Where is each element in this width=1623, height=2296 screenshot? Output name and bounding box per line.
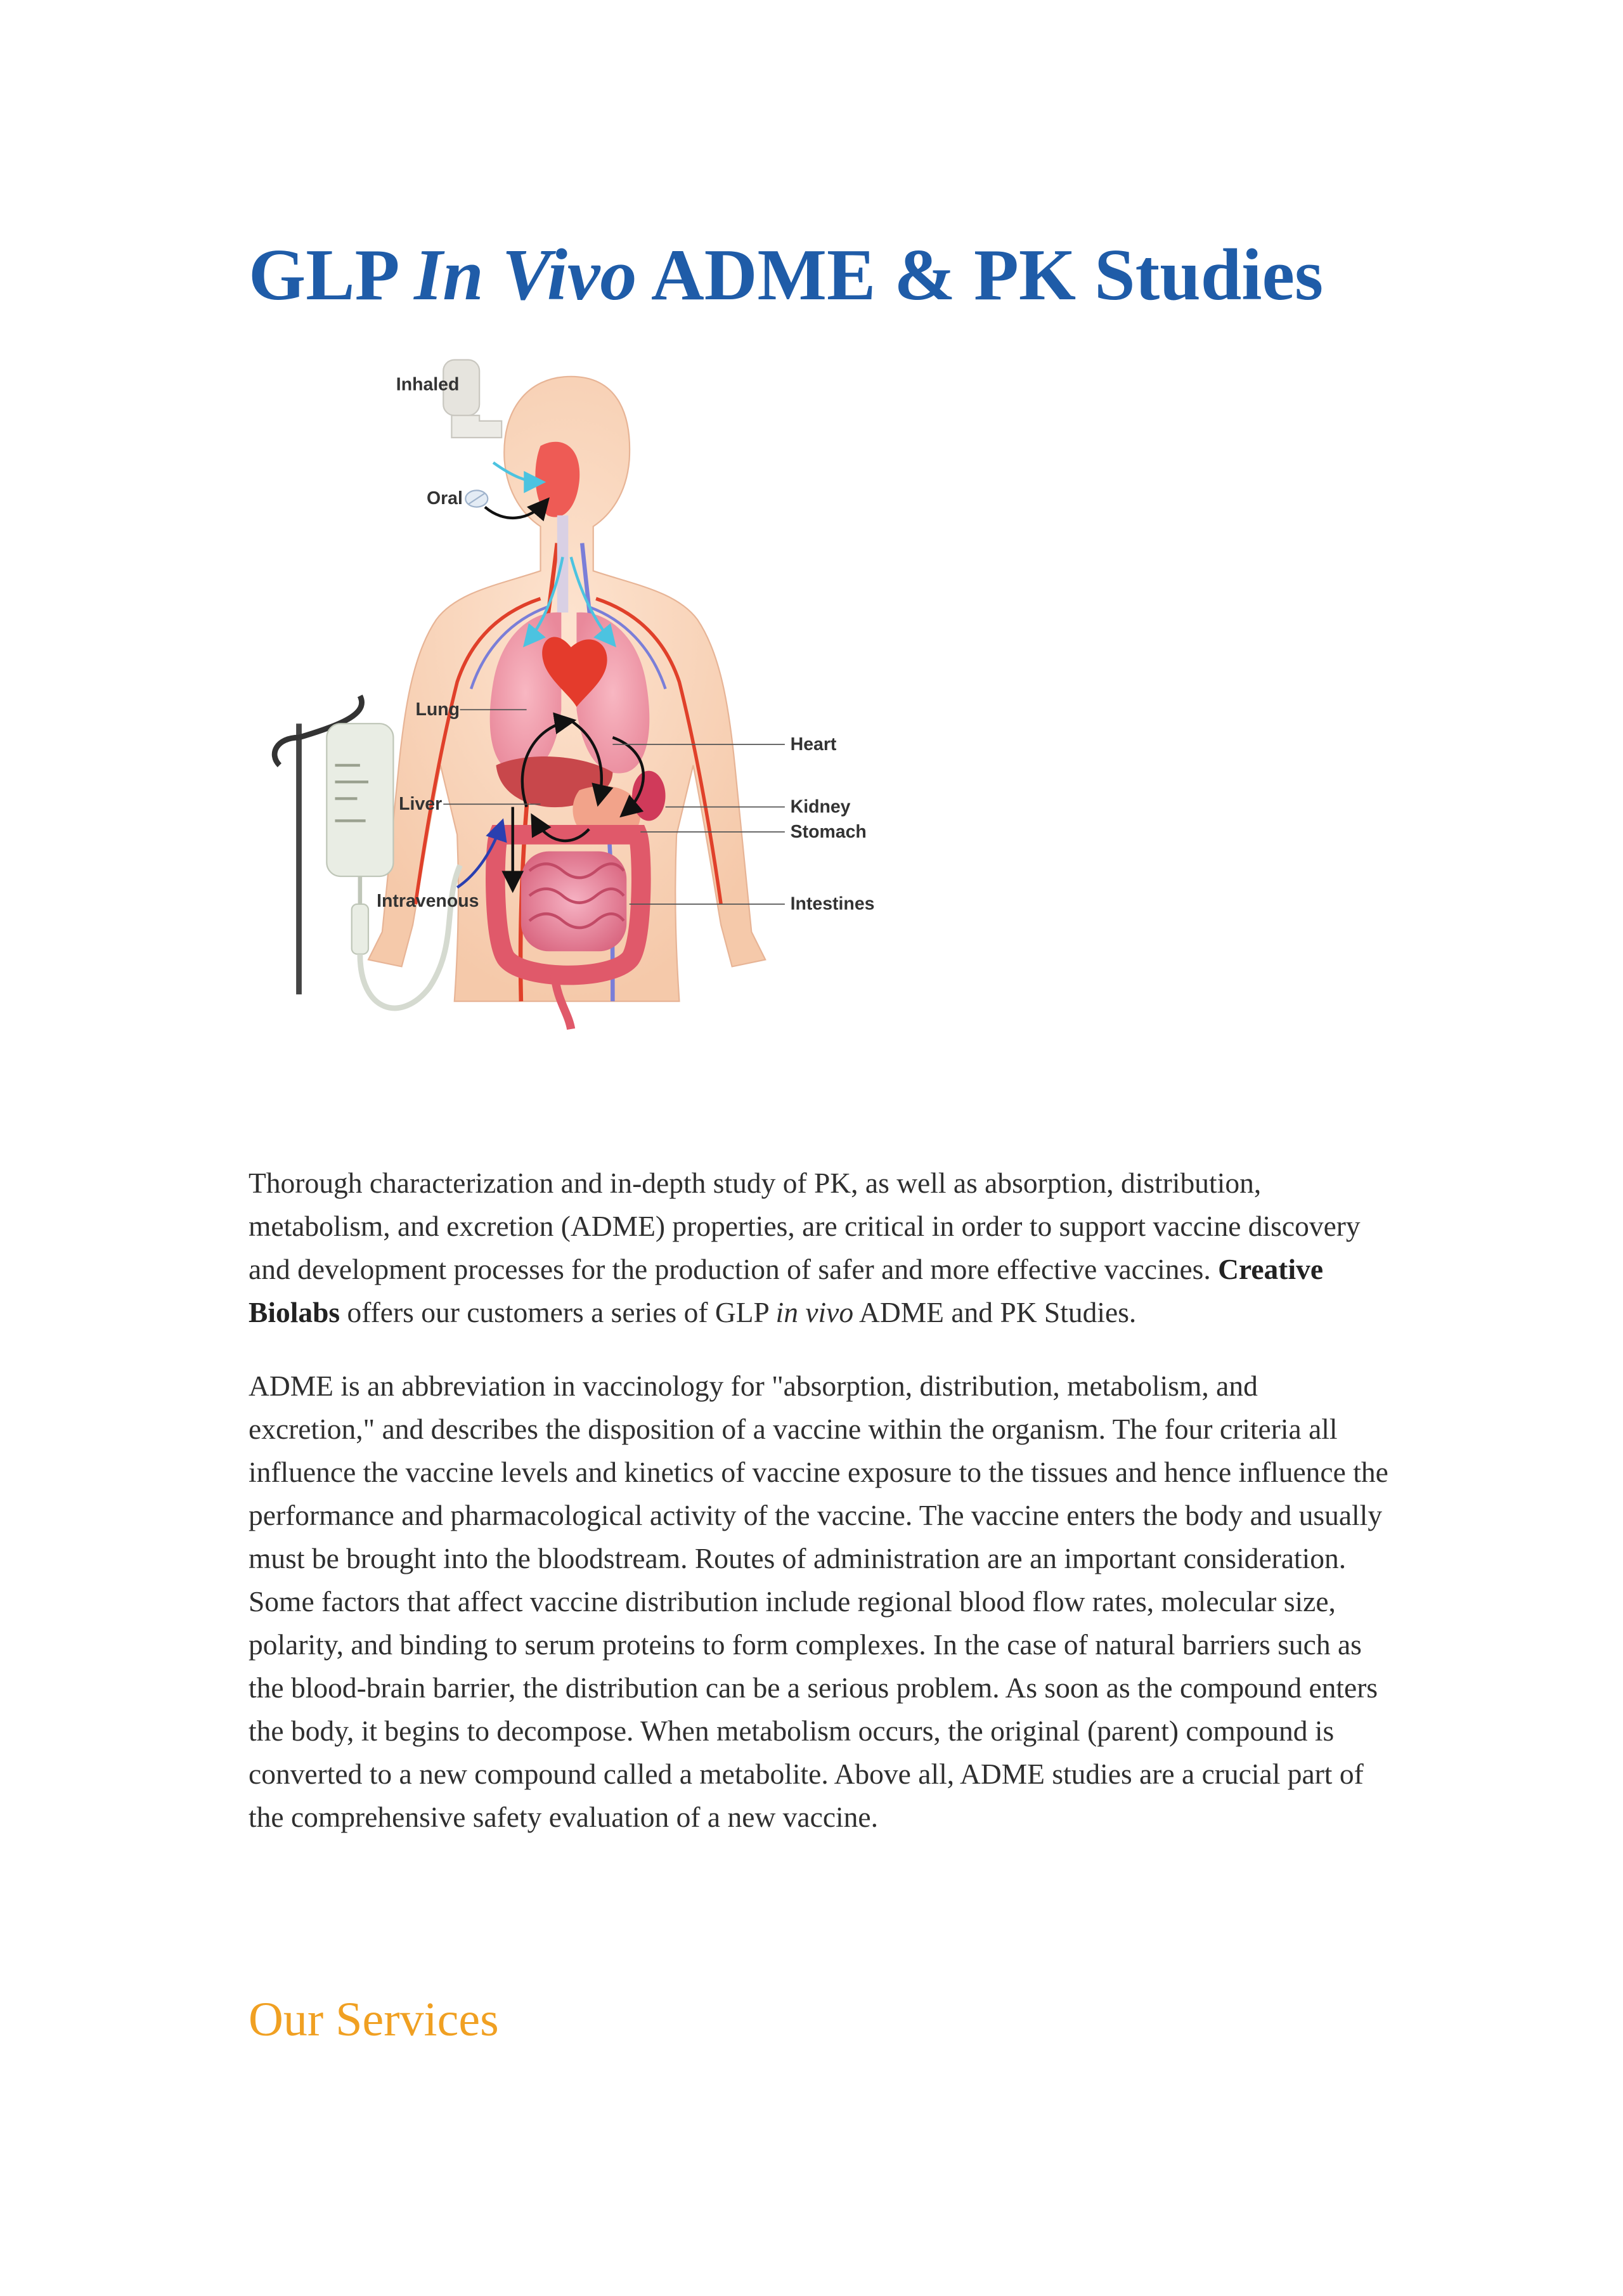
- company-name: Creative Biolabs: [249, 1253, 1324, 1328]
- intro-text-1: Thorough characterization and in-depth study of PK, as well as absorption, distribution, metabolism, and excretion (ADME) properties, are critical in order to support vaccine discovery and development processes for the production of safer and more effective vaccines.: [249, 1167, 1361, 1285]
- title-part-3: ADME & PK Studies: [651, 235, 1324, 316]
- label-stomach: Stomach: [790, 821, 867, 842]
- body-text: [249, 1162, 1390, 1869]
- adme-body-illustration: [249, 349, 971, 1154]
- label-intestines: Intestines: [790, 893, 875, 914]
- label-intravenous: Intravenous: [377, 891, 479, 912]
- body-illustration-svg: [249, 349, 971, 1154]
- label-oral: Oral: [426, 488, 463, 509]
- intro-paragraph: [249, 1162, 1390, 1334]
- label-kidney: Kidney: [790, 796, 851, 817]
- small-intestine-shape: [521, 852, 626, 952]
- inhaler-icon: [443, 360, 501, 438]
- label-liver: Liver: [399, 793, 443, 814]
- oral-pill-icon: [465, 490, 488, 507]
- label-lung: Lung: [415, 699, 460, 720]
- label-inhaled: Inhaled: [396, 374, 460, 395]
- page-title: [249, 233, 1323, 318]
- intro-text-2: offers our customers a series of GLP: [340, 1296, 776, 1328]
- intro-text-3: ADME and PK Studies.: [853, 1296, 1137, 1328]
- title-italic-part: In Vivo: [414, 235, 637, 316]
- intro-italic: in vivo: [775, 1296, 854, 1328]
- title-part-1: GLP: [249, 235, 396, 316]
- adme-paragraph: ADME is an abbreviation in vaccinology for "absorption, distribution, metabolism, and excretion," and describes the disposition of a vaccine within the organism. The four criteria all influence the vaccine levels and kinetics of vaccine exposure to the tissues and hence influence the performance and pharmacological activity of the vaccine. The vaccine enters the body and usually must be brought into the bloodstream. Routes of administration are an important consideration. Some factors that affect vaccine distribution include regional blood flow rates, molecular size, polarity, and binding to serum proteins to form complexes. In the case of natural barriers such as the blood-brain barrier, the distribution can be a serious problem. As soon as the compound enters the body, it begins to decompose. When metabolism occurs, the original (parent) compound is converted to a new compound called a metabolite. Above all, ADME studies are a crucial part of the comprehensive safety evaluation of a new vaccine.: [249, 1370, 1388, 1833]
- services-heading: Our Services: [249, 1993, 499, 2046]
- label-heart: Heart: [790, 734, 837, 755]
